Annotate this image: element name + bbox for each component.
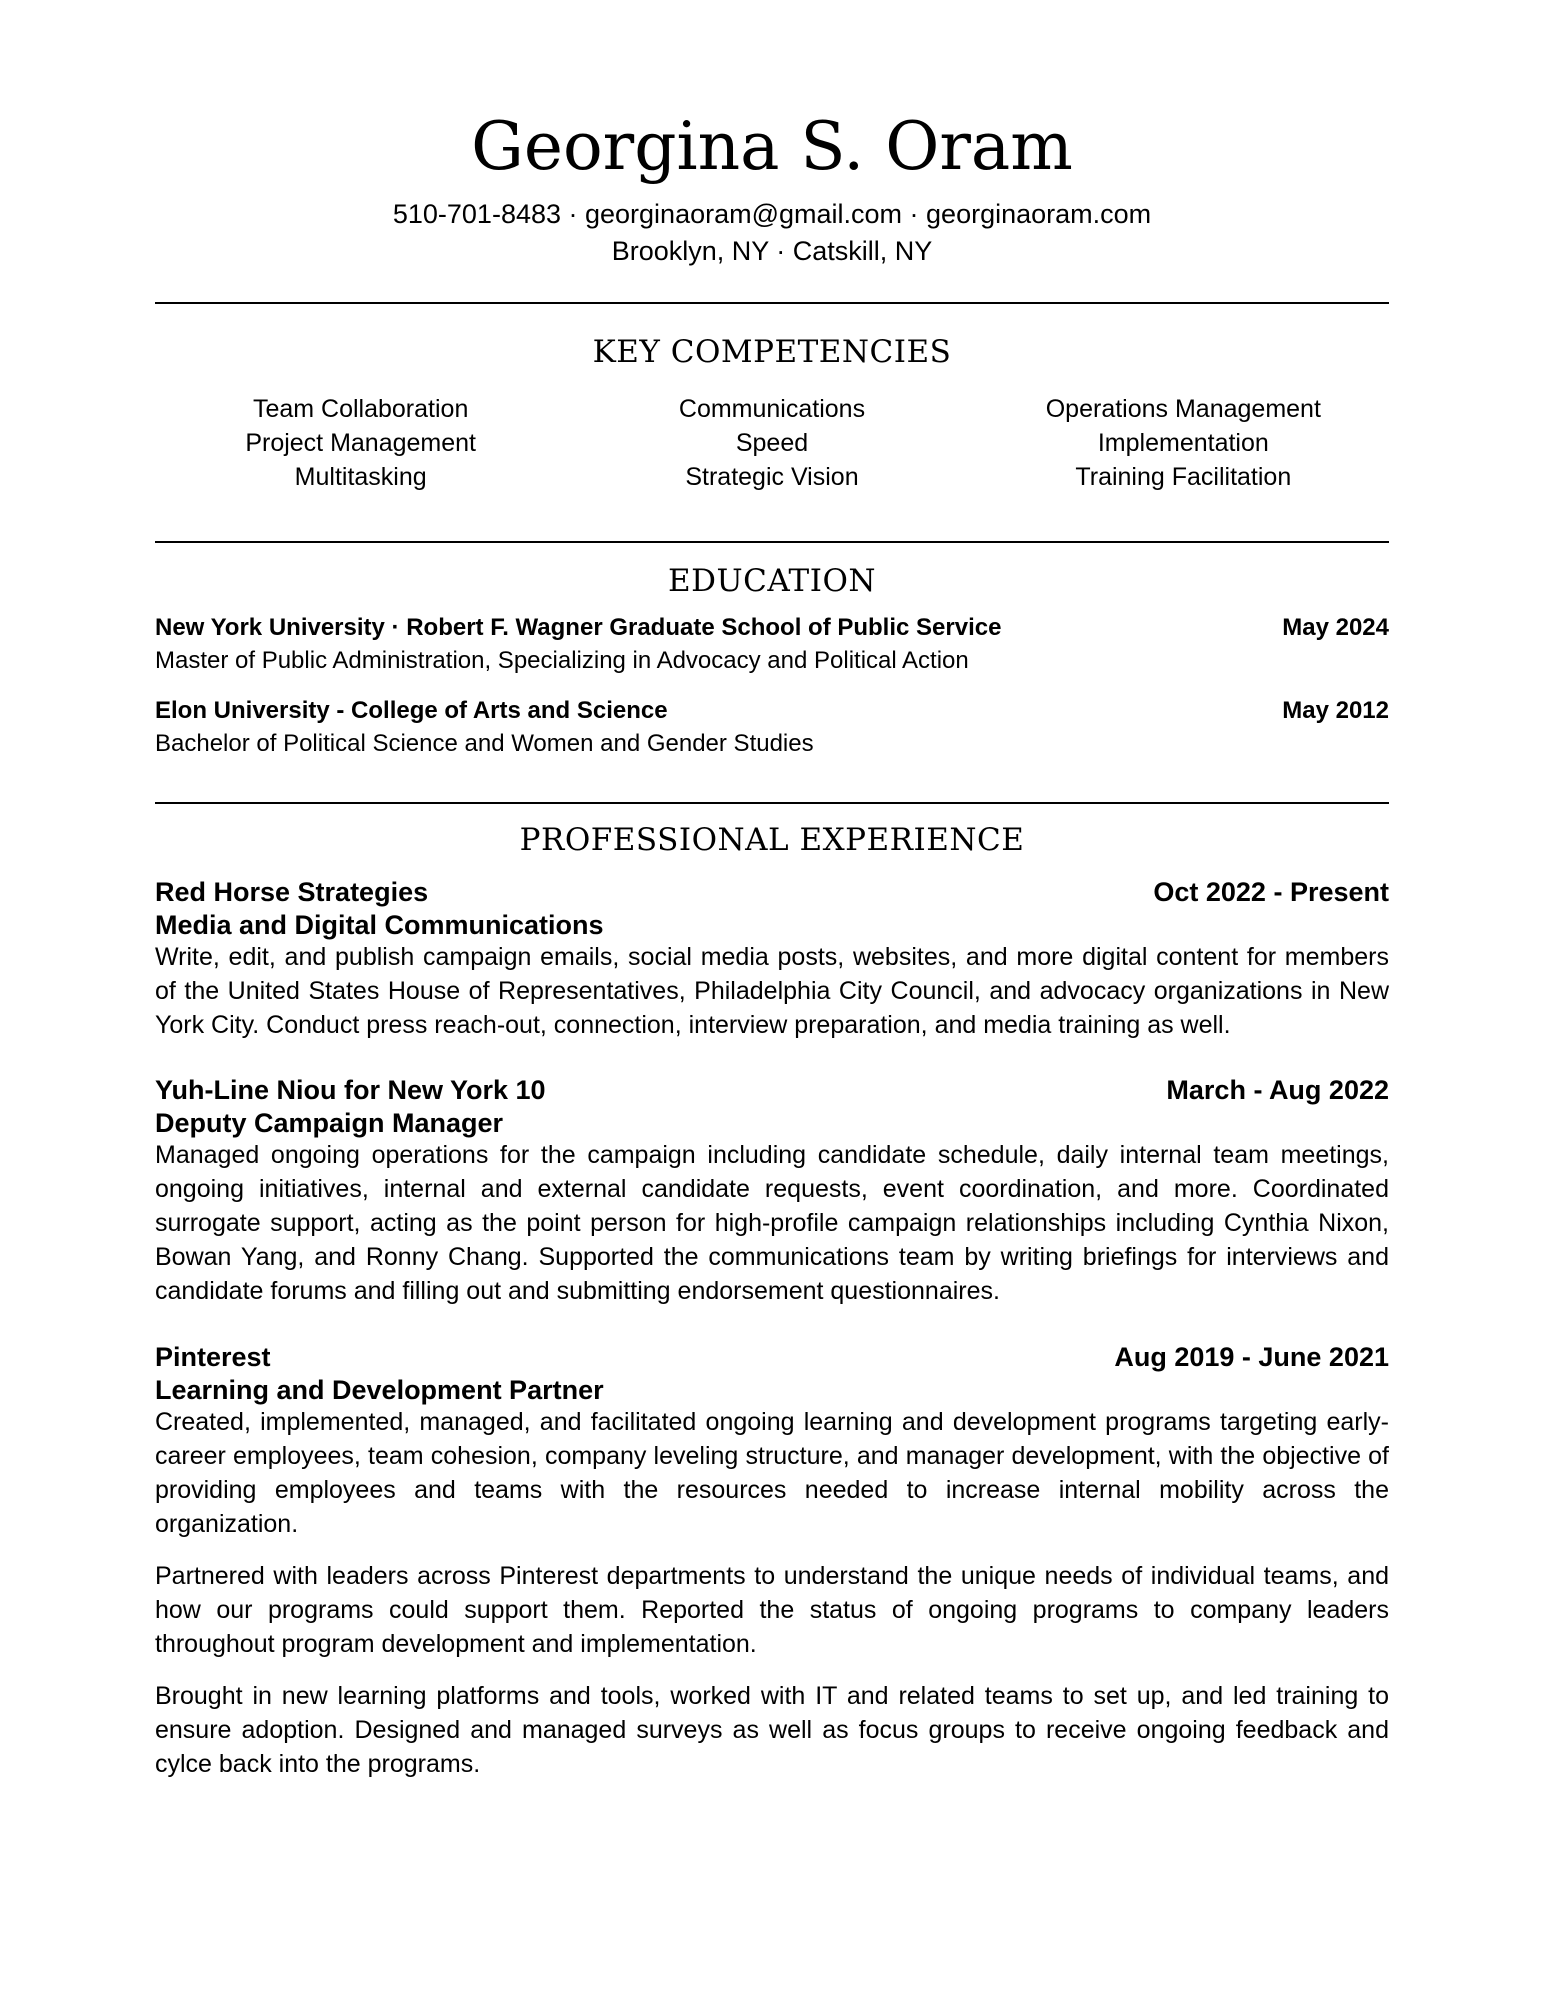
degree: Bachelor of Political Science and Women and Gender Studies [155, 730, 814, 757]
degree: Master of Public Administration, Specializing in Advocacy and Political Action [155, 647, 969, 674]
divider [155, 302, 1389, 304]
job-header [155, 1073, 1389, 1107]
education-entry-header [155, 611, 1389, 644]
competencies-grid [155, 392, 1389, 494]
competency-item: Strategic Vision [685, 463, 859, 491]
job-header [155, 1340, 1389, 1374]
company-name: Red Horse Strategies [155, 877, 429, 907]
competency-item: Multitasking [294, 463, 427, 491]
competency-item: Operations Management [1045, 395, 1321, 423]
job-description: Partnered with leaders across Pinterest departments to understand the unique needs of individual teams, and how our programs could support them. Reported the status of ongoing programs to company leaders throughout program development and implementation. [155, 1562, 1389, 1658]
job-header [155, 875, 1389, 909]
location-info: Brooklyn, NY · Catskill, NY [611, 236, 933, 266]
school-name: Elon University - College of Arts and Science [155, 697, 668, 724]
experience-title: PROFESSIONAL EXPERIENCE [519, 822, 1025, 858]
contact-info: 510-701-8483 · georginaoram@gmail.com · georginaoram.com [392, 199, 1152, 229]
job-description: Write, edit, and publish campaign emails, social media posts, websites, and more digital content for members of the United States House of Representatives, Philadelphia City Council, and advocacy organizations in New York City. Conduct press reach-out, connection, interview preparation, and media training as well. [155, 943, 1389, 1039]
competency-item: Implementation [1097, 429, 1269, 457]
job-role: Deputy Campaign Manager [155, 1108, 504, 1138]
job-role: Media and Digital Communications [155, 910, 604, 940]
divider [155, 802, 1389, 804]
competency-item: Training Facilitation [1075, 463, 1292, 491]
school-name: New York University · Robert F. Wagner Graduate School of Public Service [155, 614, 1002, 641]
competency-item: Project Management [245, 429, 476, 457]
competency-item: Speed [735, 429, 809, 457]
graduation-date: May 2024 [1282, 614, 1389, 641]
job-role: Learning and Development Partner [155, 1375, 604, 1405]
job-description: Brought in new learning platforms and tools, worked with IT and related teams to set up, and led training to ensure adoption. Designed and managed surveys as well as focus groups to receive ongoing feedback and cylce back into the programs. [155, 1682, 1389, 1778]
job-dates: Oct 2022 - Present [1153, 877, 1389, 907]
company-name: Yuh-Line Niou for New York 10 [155, 1075, 546, 1105]
candidate-name: Georgina S. Oram [471, 108, 1073, 185]
graduation-date: May 2012 [1282, 697, 1389, 724]
education-title: EDUCATION [668, 563, 876, 599]
job-description: Created, implemented, managed, and facilitated ongoing learning and development programs targeting early-career employees, team cohesion, company leveling structure, and manager development, with the objective of providing employees and teams with the resources needed to increase internal mobility across the organization. [155, 1408, 1389, 1538]
education-entry-header [155, 694, 1389, 727]
competency-item: Team Collaboration [252, 395, 469, 423]
job-description: Managed ongoing operations for the campaign including candidate schedule, daily internal team meetings, ongoing initiatives, internal and external candidate requests, event coordination, and more. Coordinated surrogate support, acting as the point person for high-profile campaign relationships including Cynthia Nixon, Bowan Yang, and Ronny Chang. Supported the communications team by writing briefings for interviews and candidate forums and filling out and submitting endorsement questionnaires. [155, 1141, 1389, 1305]
job-dates: March - Aug 2022 [1166, 1075, 1389, 1105]
divider [155, 541, 1389, 543]
job-dates: Aug 2019 - June 2021 [1114, 1342, 1389, 1372]
competency-item: Communications [678, 395, 866, 423]
company-name: Pinterest [155, 1342, 271, 1372]
competencies-title: KEY COMPETENCIES [592, 334, 952, 370]
